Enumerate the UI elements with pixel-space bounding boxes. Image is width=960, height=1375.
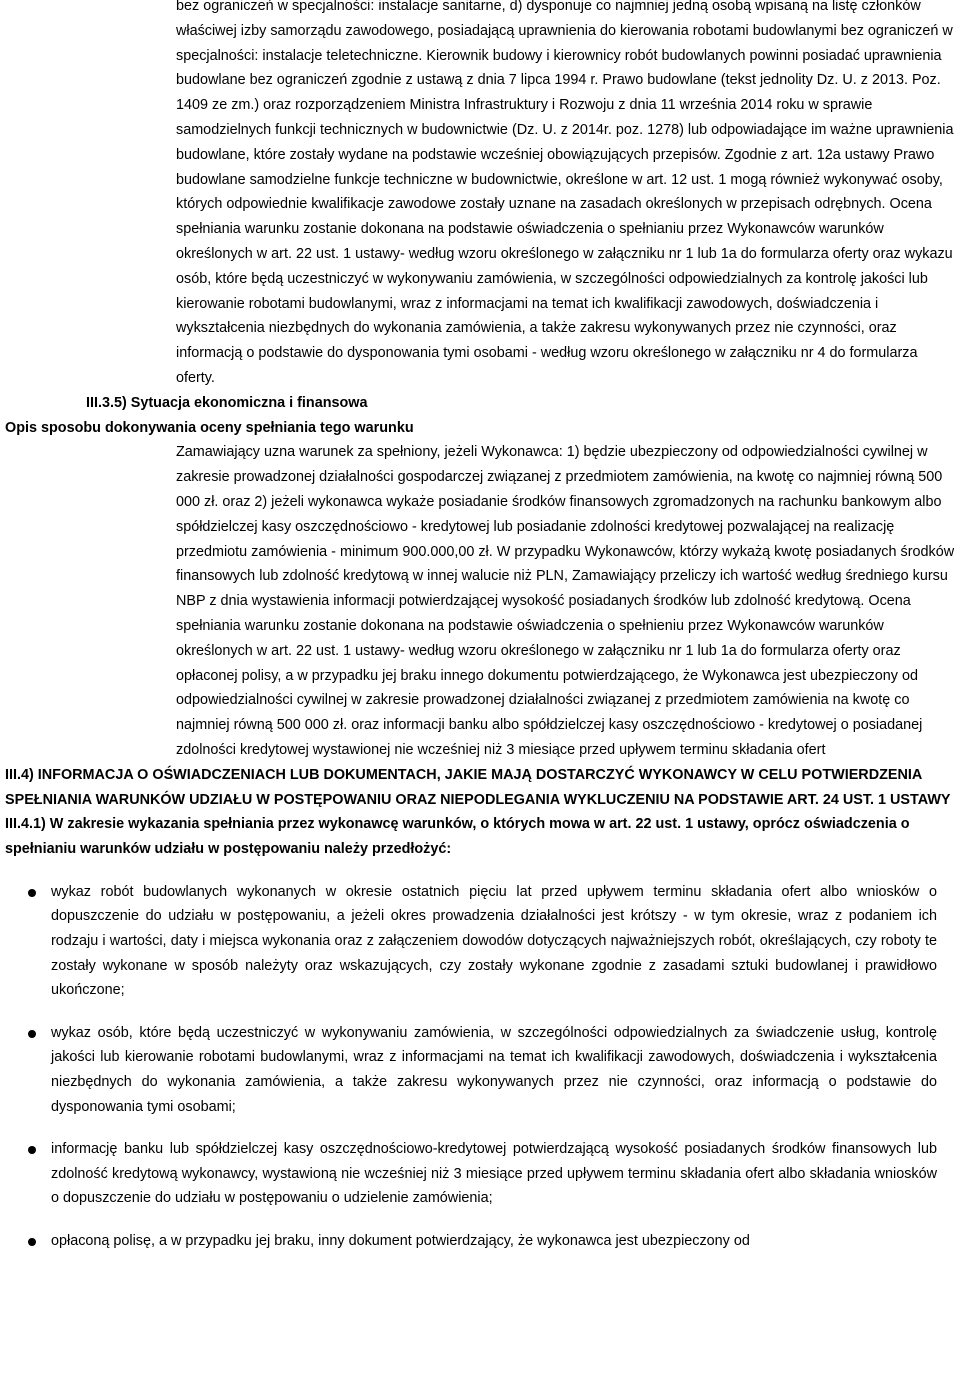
bullet-icon <box>28 889 36 897</box>
section-subheading-assessment: Opis sposobu dokonywania oceny spełniania tego warunku <box>5 419 414 436</box>
bullet-icon <box>28 1030 36 1038</box>
list-item <box>51 880 937 1003</box>
economic-paragraph: Zamawiający uzna warunek za spełniony, jeżeli Wykonawca: 1) będzie ubezpieczony od odpowiedzialności cywilnej w zakresie prowadzonej działalności gospodarczej związanej z przedmiotem zamówienia, na kwotę co najmniej równą 500 000 zł. oraz 2) jeżeli wykonawca wykaże posiadanie środków finansowych zgromadzonych na rachunku bankowym albo spółdzielczej kasy oszczędnościowo - kredytowej lub posiadanie zdolności kredytowej pozwalającej na realizację przedmiotu zamówienia - minimum 900.000,00 zł. W przypadku Wykonawców, którzy wykażą kwotę posiadanych środków finansowych lub zdolność kredytową w innej walucie niż PLN, Zamawiający przeliczy ich wartość według średniego kursu NBP z dnia wystawienia informacji potwierdzającej wysokość posiadanych środków lub zdolność kredytową. Ocena spełniania warunku zostanie dokonana na podstawie oświadczenia o spełnieniu przez Wykonawców warunków określonych w art. 22 ust. 1 ustawy- według wzoru określonego w załączniku nr 1 lub 1a do formularza oferty oraz opłaconej polisy, a w przypadku jej braku innego dokumentu potwierdzającego, że Wykonawca jest ubezpieczony od odpowiedzialności cywilnej w zakresie prowadzonej działalności związanej z przedmiotem zamówienia na kwotę co najmniej równą 500 000 zł. oraz informacji banku albo spółdzielczej kasy oszczędnościowo - kredytowej o posiadanej zdolności kredytowej wystawionej nie wcześniej niż 3 miesiące przed upływem terminu składania ofert <box>176 444 955 758</box>
list-item <box>51 1229 937 1254</box>
qualifications-paragraph: bez ograniczeń w specjalności: instalacje sanitarne, d) dysponuje co najmniej jedną osobą wpisaną na listę członków właściwej izby samorządu zawodowego, posiadającą uprawnienia do kierowania robotami budowlanymi bez ograniczeń w specjalności: instalacje teletechniczne. Kierownik budowy i kierownicy robót budowlanych powinni posiadać uprawnienia budowlane bez ograniczeń zgodnie z ustawą z dnia 7 lipca 1994 r. Prawo budowlane (tekst jednolity Dz. U. z 2013. Poz. 1409 ze zm.) oraz rozporządzeniem Ministra Infrastruktury i Rozwoju z dnia 11 września 2014 roku w sprawie samodzielnych funkcji technicznych w budownictwie (Dz. U. z 2014r. poz. 1278) lub odpowiadające im ważne uprawnienia budowlane, które zostały wydane na podstawie wcześniej obowiązujących przepisów. Zgodnie z art. 12a ustawy Prawo budowlane samodzielne funkcje techniczne w budownictwie, określone w art. 12 ust. 1 mogą również wykonywać osoby, których odpowiednie kwalifikacje zawodowe zostały uznane na zasadach określonych w przepisach odrębnych. Ocena spełniania warunku zostanie dokonana na podstawie oświadczenia o spełnianiu przez Wykonawców warunków określonych w art. 22 ust. 1 ustawy- według wzoru określonego w załączniku nr 1 lub 1a do formularza oferty oraz wykazu osób, które będą uczestniczyć w wykonywaniu zamówienia, w szczególności odpowiedzialnych za kontrolę jakości lub kierowanie robotami budowlanymi, wraz z informacjami na temat ich kwalifikacji zawodowych, doświadczenia i wykształcenia niezbędnych do wykonania zamówienia, a także zakresu wykonywanych przez nie czynności, oraz informacją o podstawie do dysponowania tymi osobami - według wzoru określonego w załączniku nr 4 do formularza oferty. <box>176 0 954 386</box>
list-item <box>51 1137 937 1211</box>
list-item-text: informację banku lub spółdzielczej kasy oszczędnościowo-kredytowej potwierdzającą wysokość posiadanych środków finansowych lub zdolność kredytową wykonawcy, wystawioną nie wcześniej niż 3 miesiące przed upływem terminu składania ofert albo składania wniosków o dopuszczenie do udziału w postępowaniu o udzielenie zamówienia; <box>51 1141 937 1207</box>
section-heading-economic: III.3.5) Sytuacja ekonomiczna i finansowa <box>86 394 368 411</box>
section-heading-documents: III.4) INFORMACJA O OŚWIADCZENIACH LUB DOKUMENTACH, JAKIE MAJĄ DOSTARCZYĆ WYKONAWCY W CELU POTWIERDZENIA SPEŁNIANIA WARUNKÓW UDZIAŁU W POSTĘPOWANIU ORAZ NIEPODLEGANIA WYKLUCZENIU NA PODSTAWIE ART. 24 UST. 1 USTAWY <box>5 766 951 808</box>
list-item-text: opłaconą polisę, a w przypadku jej braku, inny dokument potwierdzający, że wykonawca jest ubezpieczony od <box>51 1233 750 1250</box>
documents-list <box>0 880 960 1254</box>
bullet-icon <box>28 1146 36 1154</box>
section-subheading-documents: III.4.1) W zakresie wykazania spełniania przez wykonawcę warunków, o których mowa w art. 22 ust. 1 ustawy, oprócz oświadczenia o spełnianiu warunków udziału w postępowaniu należy przedłożyć: <box>5 816 910 858</box>
list-item <box>51 1021 937 1119</box>
bullet-icon <box>28 1238 36 1246</box>
list-item-text: wykaz osób, które będą uczestniczyć w wykonywaniu zamówienia, w szczególności odpowiedzialnych za świadczenie usług, kontrolę jakości lub kierowanie robotami budowlanymi, wraz z informacjami na temat ich kwalifikacji zawodowych, doświadczenia i wykształcenia niezbędnych do wykonania zamówienia, a także zakresu wykonywanych przez nie czynności, oraz informacją o podstawie do dysponowania tymi osobami; <box>51 1024 937 1115</box>
list-item-text: wykaz robót budowlanych wykonanych w okresie ostatnich pięciu lat przed upływem terminu składania ofert albo wniosków o dopuszczenie do udziału w postępowaniu, a jeżeli okres prowadzenia działalności jest krótszy - w tym okresie, wraz z podaniem ich rodzaju i wartości, daty i miejsca wykonania oraz z załączeniem dowodów dotyczących najważniejszych robót, określających, czy roboty te zostały wykonane w sposób należyty oraz wskazujących, czy zostały wykonane zgodnie z zasadami sztuki budowlanej i prawidłowo ukończone; <box>51 883 937 999</box>
